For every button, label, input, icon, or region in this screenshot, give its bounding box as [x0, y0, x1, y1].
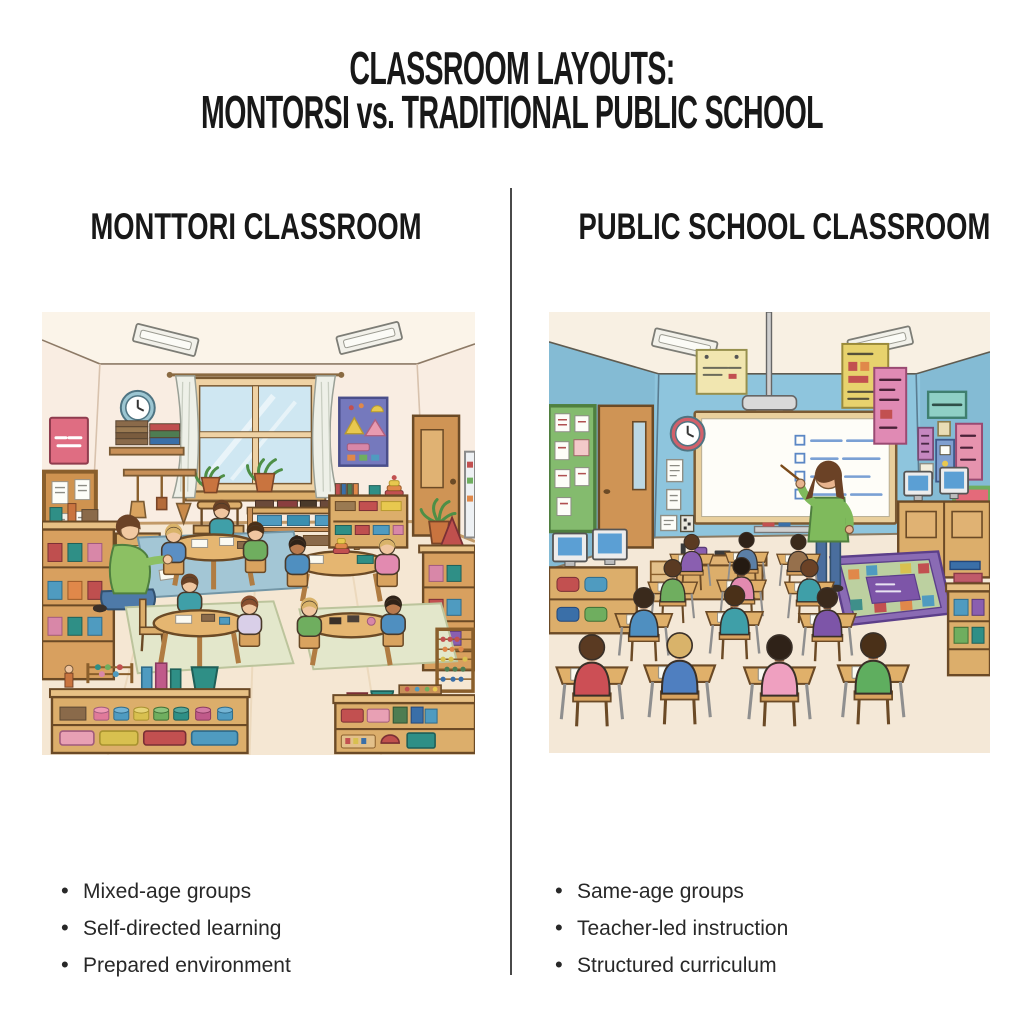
- wall-clock: [671, 417, 705, 451]
- child: [244, 522, 268, 573]
- computer-monitor: [553, 533, 587, 566]
- title-line-1: CLASSROOM LAYOUTS:: [349, 42, 675, 94]
- bullet-self-directed-learning: • Self-directed learning: [56, 917, 486, 941]
- page-title: [0, 42, 1024, 138]
- bullet-same-age-groups: • Same-age groups: [550, 880, 980, 904]
- computer-monitor: [940, 468, 968, 499]
- book-shelf: [110, 421, 184, 455]
- window: [167, 372, 345, 501]
- public-school-classroom-illustration: [549, 312, 990, 753]
- welcome-banner: [928, 392, 966, 418]
- green-bulletin-board: [549, 406, 595, 532]
- computer-monitor: [593, 530, 627, 565]
- bullet-teacher-led-instruction: • Teacher-led instruction: [550, 917, 980, 941]
- ceiling: [42, 312, 475, 364]
- public-school-column-header: PUBLIC SCHOOL CLASSROOM: [578, 206, 991, 247]
- montessori-scene: [42, 312, 475, 755]
- montessori-classroom-illustration: [42, 312, 475, 755]
- computer-monitor: [904, 472, 932, 501]
- rug-center: [866, 574, 920, 603]
- child: [162, 524, 186, 575]
- material-trays: [60, 731, 238, 745]
- bullet-prepared-environment: • Prepared environment: [56, 954, 486, 978]
- child: [238, 596, 262, 647]
- bullet-structured-curriculum: • Structured curriculum: [550, 954, 980, 978]
- child: [381, 596, 405, 647]
- whiteboard: [695, 412, 897, 533]
- bullet-mixed-age-groups: • Mixed-age groups: [56, 880, 486, 904]
- pink-poster: [874, 368, 906, 444]
- montessori-column-header: MONTTORI CLASSROOM: [90, 206, 422, 247]
- public-school-bullet-list: [550, 880, 980, 991]
- wall-clock: [121, 391, 155, 425]
- yellow-note-poster: [697, 350, 747, 394]
- wall-board: [465, 452, 475, 538]
- column-divider: [510, 188, 512, 975]
- child: [375, 536, 399, 587]
- green-mat: [299, 603, 457, 669]
- public-school-scene: [549, 312, 990, 753]
- child: [297, 598, 321, 649]
- child: [285, 536, 309, 587]
- door: [599, 406, 653, 548]
- shapes-poster: [339, 398, 387, 466]
- pink-poster: [50, 418, 88, 464]
- montessori-bullet-list: [56, 880, 486, 991]
- foreground-shelf-right: [333, 685, 475, 753]
- title-line-2: MONTORSI vs. TRADITIONAL PUBLIC SCHOOL: [201, 86, 823, 138]
